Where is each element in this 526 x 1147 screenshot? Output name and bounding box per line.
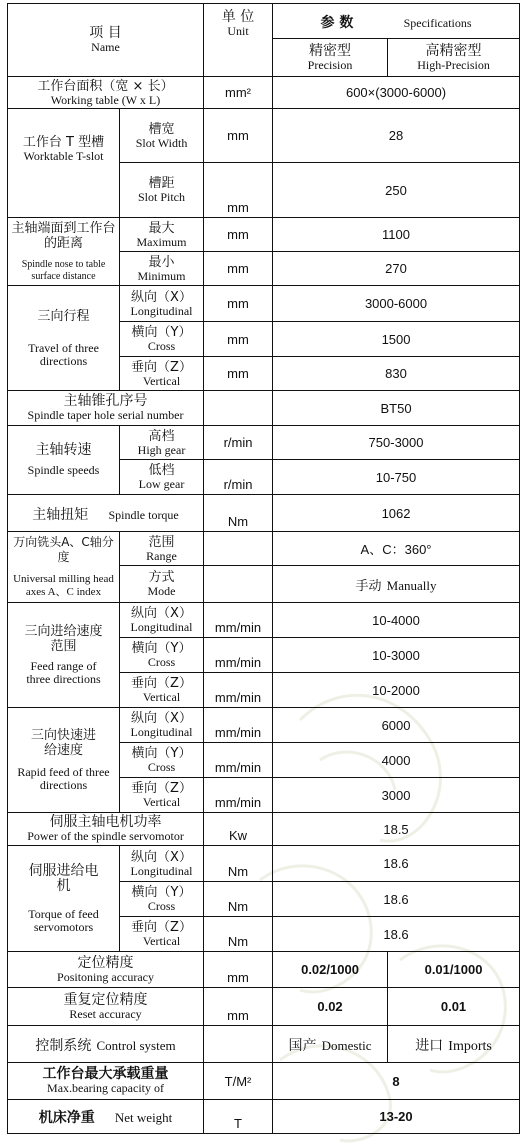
sub-label [120, 252, 204, 286]
sub-label-en: Vertical [142, 373, 181, 388]
value-cn: 进口 [415, 1037, 444, 1054]
sub-label-cn: 槽距 [148, 176, 175, 191]
sub-label [120, 109, 204, 163]
sub-label [120, 426, 204, 460]
sub-label [120, 603, 204, 638]
sub-label-en: Slot Width [135, 135, 188, 150]
unit-cell: Nm [204, 846, 273, 882]
unit-cell: mm [204, 988, 273, 1026]
unit-cell: mm/min [204, 743, 273, 778]
unit-cell [204, 566, 273, 603]
header-unit-en: Unit [227, 24, 249, 38]
sub-label-en: Longitudinal [130, 620, 193, 634]
unit-cell: mm [204, 286, 273, 322]
sub-label-cn: 纵向（X） [131, 711, 192, 726]
sub-label [120, 846, 204, 882]
value-cell: 1100 [273, 218, 520, 252]
value-cell: 10-3000 [273, 638, 520, 673]
row-label [8, 1026, 204, 1063]
sub-label-cn: 低档 [148, 463, 175, 478]
table-row [8, 218, 520, 252]
label-cn: 机床净重 [38, 1110, 95, 1126]
unit-cell: mm/min [204, 603, 273, 638]
unit-cell: Kw [204, 813, 273, 846]
label-cn: 三向进给速度范围 [24, 624, 103, 654]
label-en: Power of the spindle servomotor [27, 829, 184, 843]
label-en: Max.bearing capacity of [47, 1081, 164, 1095]
sub-label-cn: 横向（Y） [131, 325, 192, 340]
unit-cell: mm/min [204, 638, 273, 673]
table-row [8, 813, 520, 846]
value-cell: 10-4000 [273, 603, 520, 638]
high-precision-value-cell: 0.01 [388, 988, 520, 1026]
row-label [8, 1100, 204, 1134]
value-cell: 270 [273, 252, 520, 286]
label-cn: 控制系统 [35, 1037, 92, 1054]
row-label [8, 708, 120, 813]
header-unit-cn: 单 位 [221, 9, 255, 25]
value-cell: BT50 [273, 391, 520, 426]
label-en: Spindle torque [108, 507, 179, 522]
precision-value-cell: 0.02 [273, 988, 388, 1026]
value-cell: 18.5 [273, 813, 520, 846]
sub-label-en: Longitudinal [130, 725, 193, 739]
label-cn: 主轴扭矩 [32, 506, 89, 523]
value-en: Imports [448, 1038, 492, 1054]
value-cell: 10-750 [273, 460, 520, 495]
unit-cell: mm [204, 163, 273, 218]
row-label [8, 286, 120, 391]
sub-label-cn: 垂向（Z） [131, 359, 192, 375]
value-cell: 13-20 [273, 1100, 520, 1134]
label-en: Positoning accuracy [57, 969, 154, 984]
row-label [8, 495, 204, 532]
table-row [8, 286, 520, 322]
label-en: Worktable T-slot [23, 149, 104, 163]
label-en: Reset accuracy [69, 1006, 142, 1021]
sub-label-en: Cross [147, 655, 176, 669]
label-cn: 三向快速进给速度 [30, 728, 96, 758]
row-label [8, 391, 204, 426]
row-label [8, 77, 204, 109]
sub-label-cn: 垂向（Z） [131, 676, 192, 691]
table-row [8, 1063, 520, 1100]
label-en: Spindle speeds [27, 463, 100, 477]
header-precision-cell [273, 39, 388, 77]
table-row [8, 1100, 520, 1134]
value-cell: 3000-6000 [273, 286, 520, 322]
label-en: Working table (W x L) [50, 92, 161, 107]
sub-label-cn: 垂向（Z） [131, 920, 192, 935]
label-en: Net weight [114, 1110, 173, 1125]
unit-cell [204, 391, 273, 426]
sub-label [120, 743, 204, 778]
table-row [8, 988, 520, 1026]
value-cell [273, 566, 520, 603]
sub-label [120, 286, 204, 322]
sub-label-cn: 最大 [148, 220, 175, 236]
unit-cell: mm/min [204, 708, 273, 743]
sub-label-en: Maximum [136, 234, 187, 249]
value-cell: 250 [273, 163, 520, 218]
label-cn: 主轴转速 [35, 442, 92, 458]
unit-cell: r/min [204, 460, 273, 495]
label-en: Universal milling head axes A、C index [13, 573, 114, 598]
value-cell: 18.6 [273, 846, 520, 882]
precision-value-cell: 0.02/1000 [273, 952, 388, 988]
header-high-cn: 高精密型 [425, 42, 482, 59]
high-precision-value-cell [388, 1026, 520, 1063]
unit-cell: mm [204, 357, 273, 391]
unit-cell: mm² [204, 77, 273, 109]
header-item-en: Name [91, 40, 120, 54]
label-en: Torque of feed servomotors [28, 906, 99, 934]
unit-cell: Nm [204, 495, 273, 532]
table-row [8, 109, 520, 163]
value-en: Domestic [321, 1037, 372, 1053]
unit-cell: T/M² [204, 1063, 273, 1100]
label-cn: 主轴端面到工作台的距离 [11, 220, 116, 251]
unit-cell: mm [204, 322, 273, 357]
row-label [8, 846, 120, 952]
label-cn: 工作台最大承载重量 [42, 1066, 169, 1082]
row-label [8, 813, 204, 846]
value-cell: 18.6 [273, 882, 520, 917]
sub-label-en: Low gear [138, 477, 185, 491]
label-cn: 伺服进给电机 [28, 862, 99, 894]
unit-cell: T [204, 1100, 273, 1134]
sub-label [120, 917, 204, 952]
value-cell: 18.6 [273, 917, 520, 952]
sub-label-cn: 横向（Y） [131, 641, 192, 656]
label-cn: 重复定位精度 [63, 991, 148, 1008]
sub-label-en: Vertical [142, 934, 181, 948]
header-unit-cell [204, 4, 273, 77]
value-cn: 手动 [355, 578, 382, 594]
sub-label-cn: 范围 [148, 534, 175, 550]
precision-value-cell [273, 1026, 388, 1063]
header-item-cn: 项 目 [89, 25, 122, 41]
label-cn: 伺服主轴电机功率 [49, 814, 162, 830]
row-label [8, 109, 120, 218]
header-high-en: High-Precision [417, 57, 490, 72]
sub-label [120, 322, 204, 357]
label-cn: 工作台面积（宽 × 长） [37, 78, 174, 94]
table-row [8, 426, 520, 460]
sub-label-cn: 纵向（X） [131, 289, 192, 305]
unit-cell: Nm [204, 882, 273, 917]
label-cn: 主轴锥孔序号 [63, 393, 148, 409]
sub-label-cn: 横向（Y） [131, 885, 192, 900]
label-en: Control system [96, 1037, 176, 1053]
unit-cell: Nm [204, 917, 273, 952]
sub-label [120, 532, 204, 566]
row-label [8, 988, 204, 1026]
value-cell: 6000 [273, 708, 520, 743]
high-precision-value-cell: 0.01/1000 [388, 952, 520, 988]
table-row [8, 77, 520, 109]
value-cell: 750-3000 [273, 426, 520, 460]
unit-cell: mm [204, 218, 273, 252]
table-row [8, 391, 520, 426]
sub-label [120, 357, 204, 391]
sub-label-cn: 高档 [148, 428, 175, 444]
specification-table [7, 3, 520, 1134]
header-precision-en: Precision [307, 57, 353, 72]
header-param-cn: 参 数 [320, 14, 354, 31]
value-cell: A、C：360° [273, 532, 520, 566]
sub-label [120, 673, 204, 708]
sub-label [120, 218, 204, 252]
sub-label-en: Vertical [142, 690, 181, 704]
sub-label-en: Cross [147, 899, 176, 913]
sub-label [120, 882, 204, 917]
label-cn: 定位精度 [77, 954, 134, 971]
sub-label-en: Minimum [137, 268, 186, 283]
row-label [8, 1063, 204, 1100]
row-label [8, 603, 120, 708]
value-cell: 3000 [273, 778, 520, 813]
header-param-cell [273, 4, 520, 39]
table-row [8, 708, 520, 743]
table-row [8, 532, 520, 566]
table-row [8, 1026, 520, 1063]
sub-label-en: Cross [147, 339, 176, 353]
label-en: Travel of three directions [28, 340, 99, 368]
unit-cell: mm [204, 109, 273, 163]
header-high-cell [388, 39, 520, 77]
value-cn: 国产 [288, 1037, 317, 1054]
unit-cell: mm/min [204, 673, 273, 708]
sub-label-en: Range [146, 548, 177, 563]
label-en: Spindle nose to table surface distance [21, 258, 106, 282]
unit-cell: mm [204, 952, 273, 988]
table-row [8, 495, 520, 532]
sub-label [120, 638, 204, 673]
table-row [8, 846, 520, 882]
header-param-en: Specifications [403, 15, 472, 30]
sub-label [120, 163, 204, 218]
header-precision-cn: 精密型 [309, 42, 352, 59]
sub-label-en: Longitudinal [130, 863, 193, 878]
row-label [8, 532, 120, 603]
sub-label-en: Cross [147, 760, 176, 774]
sub-label-en: Longitudinal [130, 303, 193, 318]
row-label [8, 218, 120, 286]
unit-cell: r/min [204, 426, 273, 460]
row-label [8, 426, 120, 495]
sub-label [120, 778, 204, 813]
value-cell: 4000 [273, 743, 520, 778]
label-en: Feed range of three directions [26, 659, 101, 686]
sub-label-cn: 纵向（X） [131, 606, 192, 621]
sub-label [120, 566, 204, 603]
table-row [8, 603, 520, 638]
header-item-cell [8, 4, 204, 77]
value-cell: 8 [273, 1063, 520, 1100]
value-cell: 10-2000 [273, 673, 520, 708]
unit-cell: mm [204, 252, 273, 286]
label-cn: 工作台 T 型槽 [22, 135, 105, 150]
sub-label-en: Vertical [142, 795, 181, 809]
value-en: Manually [386, 577, 437, 593]
unit-cell [204, 1026, 273, 1063]
unit-cell [204, 532, 273, 566]
unit-cell: mm/min [204, 778, 273, 813]
sub-label-cn: 纵向（X） [131, 849, 192, 865]
sub-label [120, 708, 204, 743]
value-cell: 1500 [273, 322, 520, 357]
table-row [8, 952, 520, 988]
sub-label-cn: 方式 [148, 570, 175, 585]
sub-label-cn: 槽宽 [148, 121, 175, 137]
sub-label [120, 460, 204, 495]
sub-label-en: Mode [147, 584, 176, 598]
label-en: Rapid feed of three directions [17, 765, 110, 792]
sub-label-cn: 最小 [148, 254, 175, 270]
sub-label-cn: 横向（Y） [131, 746, 192, 761]
sub-label-cn: 垂向（Z） [131, 781, 192, 796]
sub-label-en: High gear [137, 442, 186, 457]
value-cell: 830 [273, 357, 520, 391]
value-cell: 1062 [273, 495, 520, 532]
label-cn: 万向铣头A、C轴分度 [13, 535, 114, 564]
value-cell: 600×(3000-6000) [273, 77, 520, 109]
row-label [8, 952, 204, 988]
label-cn: 三向行程 [37, 308, 90, 324]
label-en: Spindle taper hole serial number [27, 408, 184, 422]
value-cell: 28 [273, 109, 520, 163]
sub-label-en: Slot Pitch [138, 190, 186, 204]
